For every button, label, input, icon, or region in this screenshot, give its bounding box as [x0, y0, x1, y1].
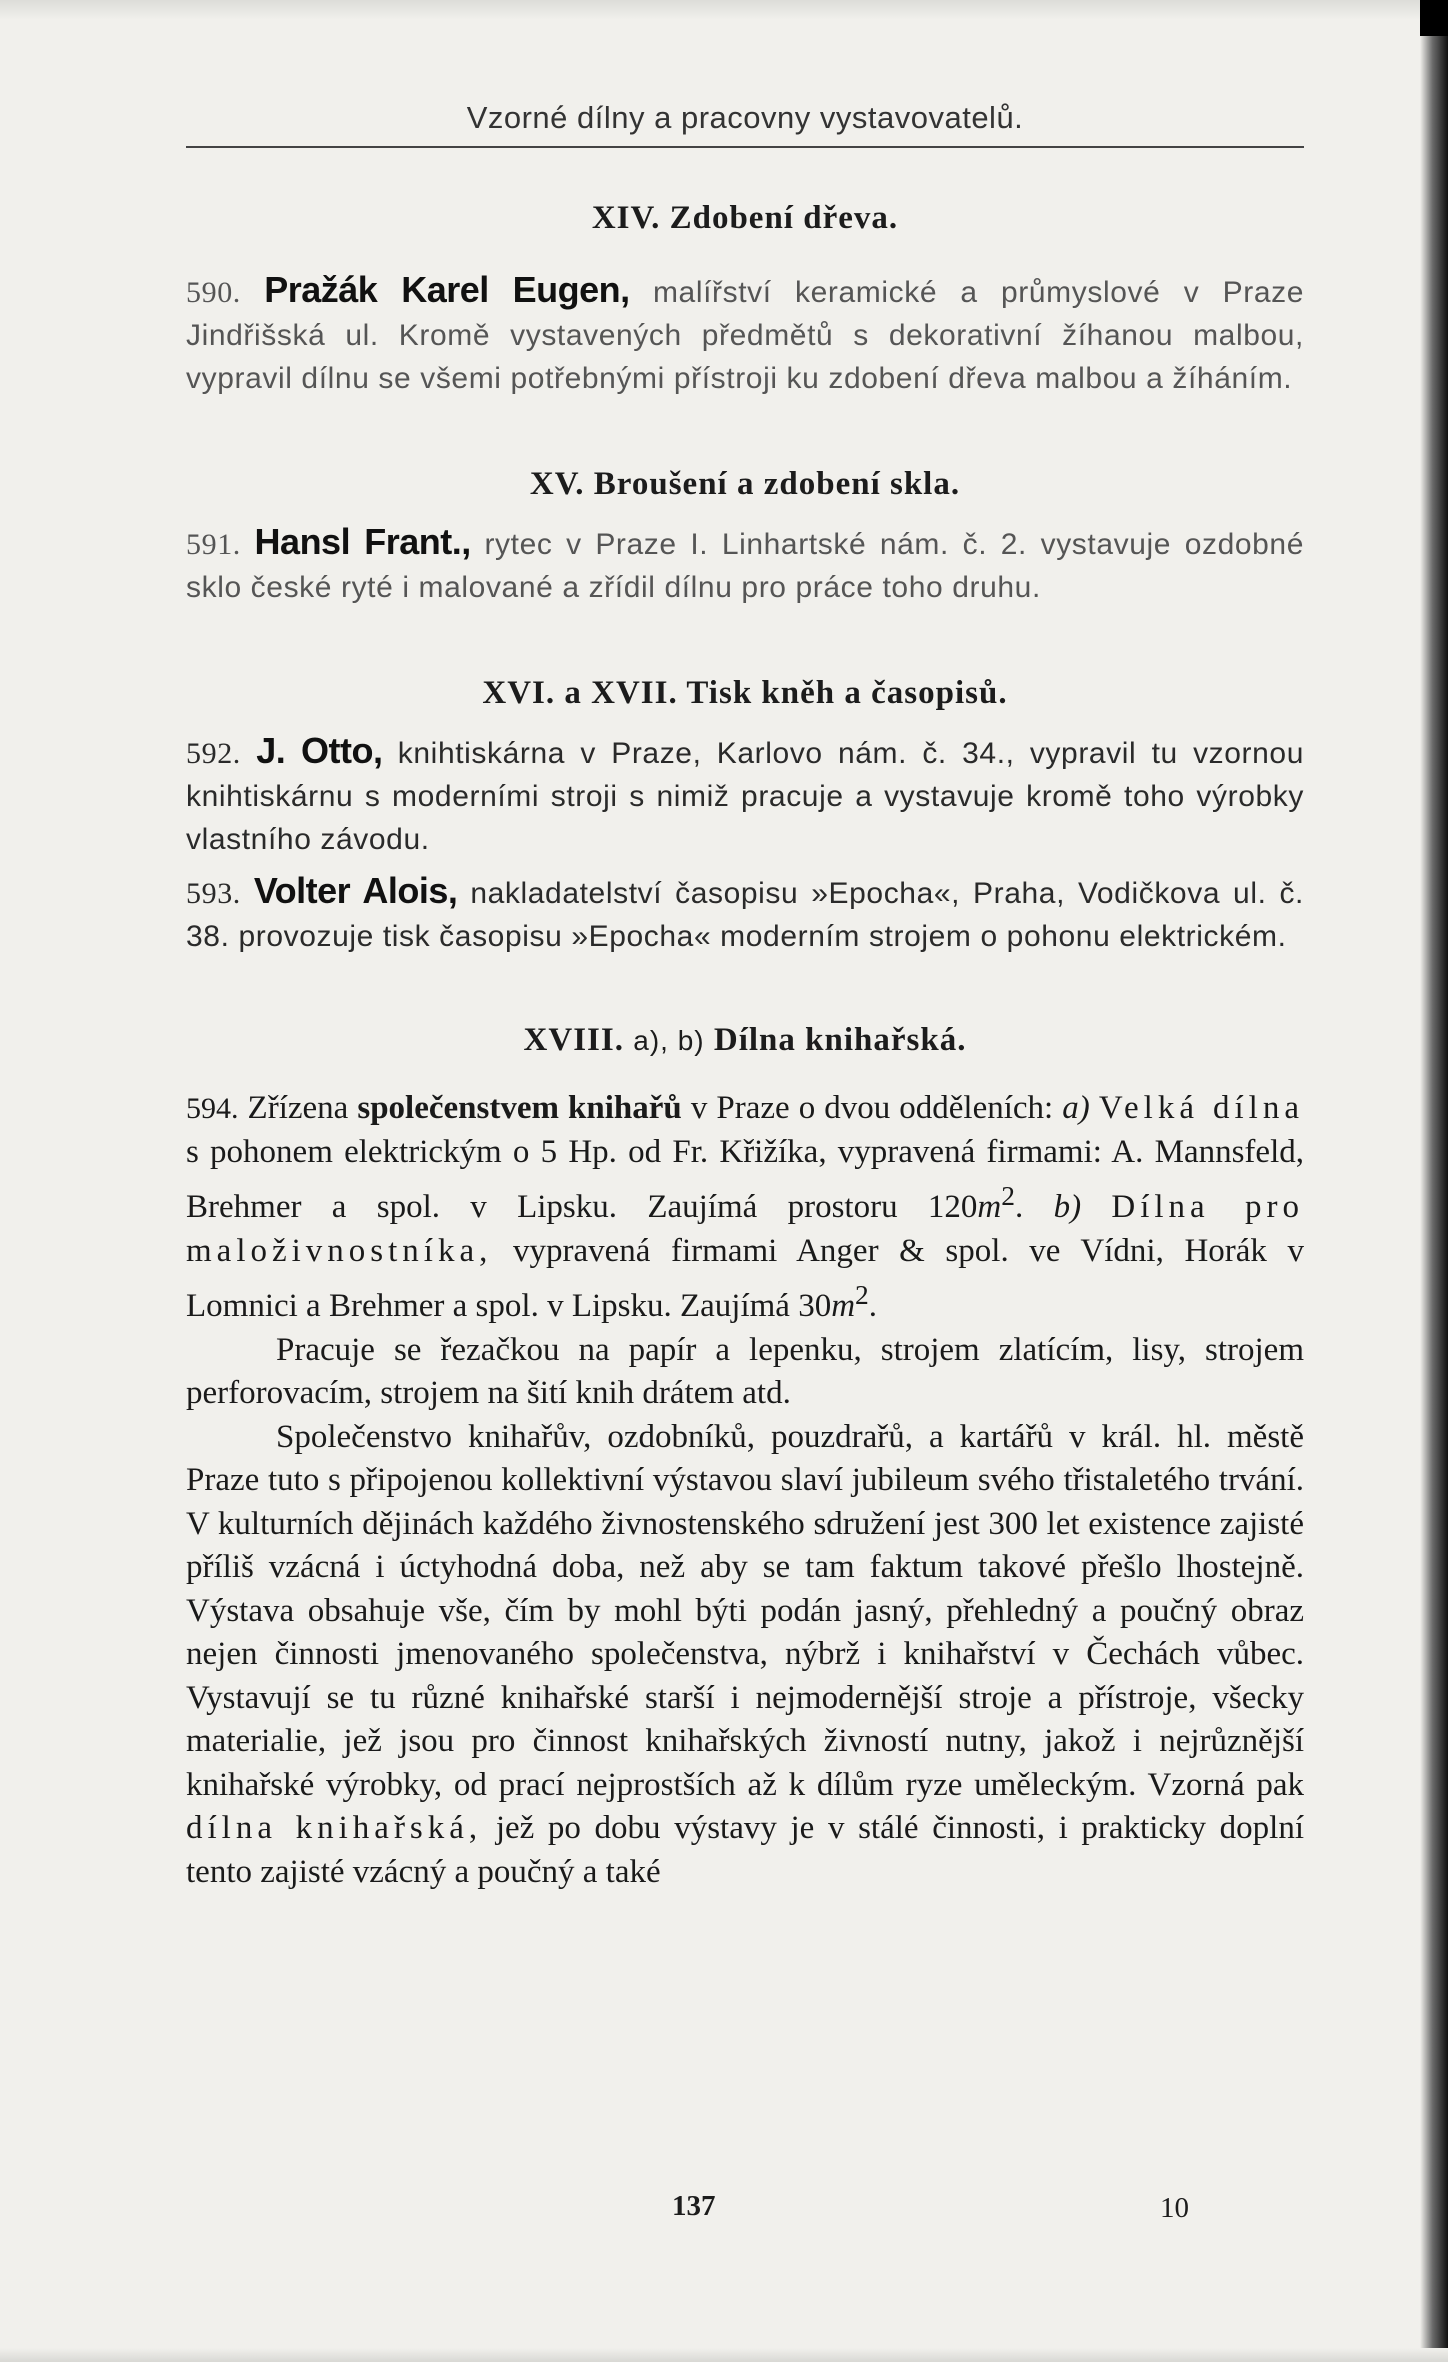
- text-run: jež po dobu výstavy je v stálé činnosti, i prakticky doplní tento zajisté vzácný a poučný a také: [186, 1810, 1304, 1890]
- workshop-name: Velká dílna: [1098, 1090, 1304, 1126]
- exhibitor-name: Pražák Karel Eugen,: [264, 269, 630, 310]
- section-title-xiv: XIV. Zdobení dřeva.: [591, 200, 899, 236]
- page-edge-top: [0, 0, 1448, 20]
- page-footer: [0, 2190, 1448, 2230]
- exhibitor-name: Volter Alois,: [253, 870, 458, 911]
- entry-text: knihtiskárna v Praze, Karlovo nám. č. 34., vypravil tu vzornou knihtiskárnu s moderními stroji s nimiž pracuje a vystavuje kromě toho výrobky vlastního závodu.: [186, 737, 1305, 856]
- scan-corner: [1420, 0, 1448, 36]
- paragraph: Pracuje se řezačkou na papír a lepenku, strojem zlatícím, lisy, strojem perforovacím, strojem na šití knih drátem atd.: [186, 1331, 1304, 1411]
- item-label: a): [1062, 1090, 1090, 1126]
- entry-number: 594.: [186, 1092, 239, 1125]
- text-run: .: [1015, 1189, 1024, 1225]
- page-edge-bottom: [0, 2348, 1448, 2362]
- text-run: Společenstvo knihařův, ozdobníků, pouzdrařů, a kartářů v král. hl. městě Praze tuto s připojenou kollektivní výstavou slaví jubileum svého třistaletého trvání. V kulturních dějinách každého živnostenského sdružení jest 300 let existence zajisté příliš vzácná i úctyhodná doba, než aby se tam faktum takové přešlo lhostejně. Výstava obsahuje vše, čím by mohl býti podán jasný, přehledný a poučný obraz nejen činnosti jmenovaného společenstva, nýbrž i knihařství v Čechách vůbec. Vystavují se tu různé knihařské starší i nejmodernější stroje a přístroje, všecky materialie, jež jsou pro činnost knihařských živností nutny, jakož i nejrůznější knihařské výrobky, od prací nejprostších až k dílům ryze uměleckým. Vzorná pak: [186, 1418, 1304, 1803]
- entry-592: [186, 729, 1304, 861]
- section-title-xviii: [186, 1020, 1304, 1061]
- page-content: [186, 98, 1304, 1894]
- entry-text: nakladatelství časopisu »Epocha«, Praha, Vodičkova ul. č. 38. provozuje tisk časopisu »Epocha« moderním strojem o pohonu elektrickém.: [186, 877, 1304, 953]
- superscript: 2: [855, 1279, 869, 1310]
- guild-name: společenstvem knihařů: [357, 1090, 682, 1126]
- entry-594: [186, 1087, 1304, 1894]
- workshop-name: Dílna pro maloživnostníka,: [186, 1189, 1304, 1269]
- paragraph: [186, 1416, 1304, 1895]
- entry-text: malířství keramické a průmyslové v Praze Jindřišská ul. Kromě vystavených předmětů s dekorativní žíhanou malbou, vypravil dílnu se všemi potřebnými přístroji ku zdobení dřeva malbou a žíháním.: [186, 276, 1305, 395]
- signature-mark: 10: [1160, 2192, 1189, 2224]
- section-number: XVIII.: [523, 1022, 624, 1058]
- superscript: 2: [1001, 1180, 1015, 1211]
- item-label: b): [1053, 1189, 1082, 1225]
- page-number: 137: [672, 2190, 716, 2222]
- unit: m: [977, 1189, 1002, 1225]
- entry-number: 593.: [186, 877, 241, 910]
- text-run: .: [868, 1288, 878, 1324]
- entry-591: [186, 520, 1304, 609]
- running-head: Vzorné dílny a pracovny vystavovatelů.: [466, 100, 1024, 135]
- section-name: Dílna knihařská.: [713, 1022, 967, 1058]
- exhibitor-name: Hansl Frant.,: [254, 521, 471, 562]
- entry-590: [186, 268, 1304, 400]
- entry-number: 591.: [186, 528, 241, 561]
- entry-text: rytec v Praze I. Linhartské nám. č. 2. vystavuje ozdobné sklo české ryté i malované a zřídil dílnu pro práce toho druhu.: [186, 528, 1305, 604]
- text-run: s pohonem elektrickým o 5 Hp. od Fr. Křižíka, vypravená firmami: A. Mannsfeld, Brehmer a spol. v Lipsku. Zaujímá prostoru 120: [186, 1133, 1304, 1225]
- text-run: vypravená firmami Anger & spol. ve Vídni, Horák v Lomnici a Brehmer a spol. v Lipsku. Zaujímá 30: [186, 1232, 1305, 1324]
- unit: m: [831, 1288, 856, 1324]
- paragraph: [186, 1087, 1304, 1329]
- workshop-name: dílna knihařská,: [186, 1810, 483, 1846]
- text-run: Zřízena: [247, 1090, 349, 1126]
- section-title-xv: XV. Broušení a zdobení skla.: [529, 466, 961, 502]
- section-title-xvi-xvii: XVI. a XVII. Tisk kněh a časopisů.: [482, 675, 1008, 711]
- entry-593: [186, 869, 1304, 958]
- section-subtitle: a), b): [633, 1025, 705, 1056]
- entry-number: 590.: [186, 276, 241, 309]
- text-run: v Praze o dvou odděleních:: [690, 1090, 1054, 1126]
- page-edge-right: [1420, 0, 1448, 2362]
- entry-number: 592.: [186, 737, 241, 770]
- exhibitor-name: J. Otto,: [256, 730, 383, 771]
- header-rule: [186, 146, 1304, 148]
